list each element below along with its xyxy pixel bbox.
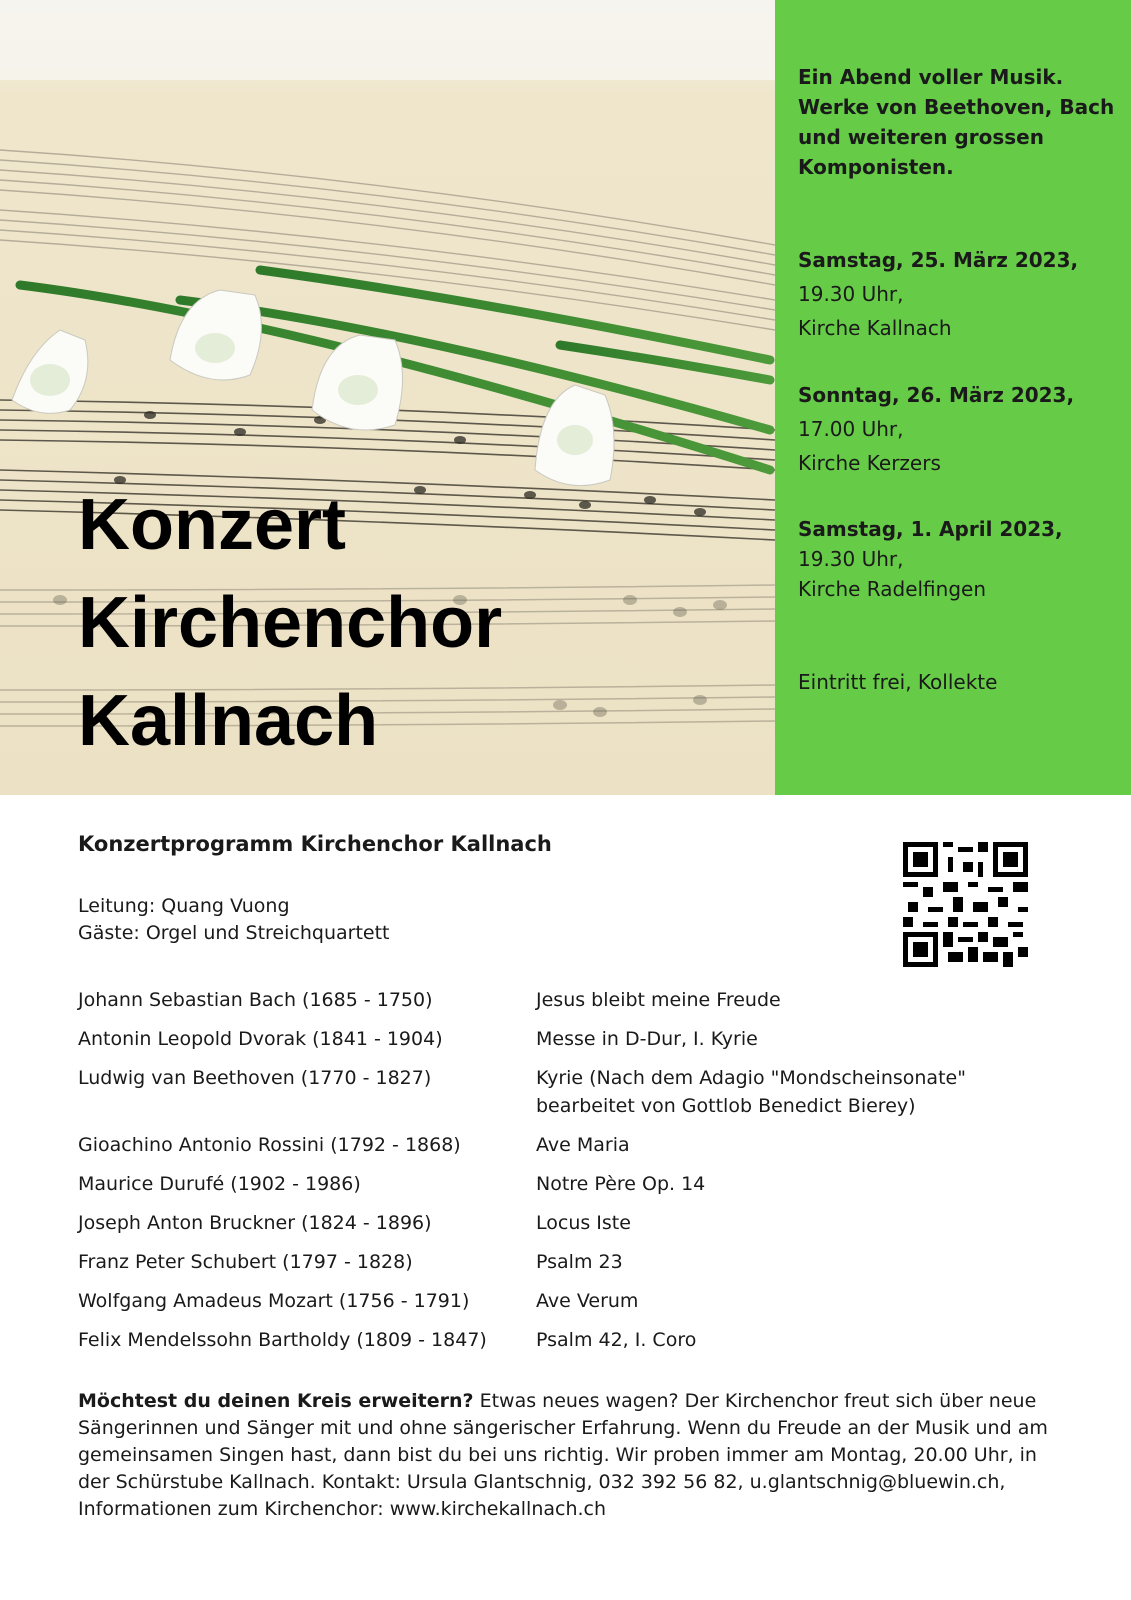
program-list (78, 986, 1038, 1365)
work: Messe in D-Dur, I. Kyrie (536, 1028, 758, 1050)
event-day: Samstag, 25. März 2023, (798, 248, 1079, 272)
composer: Ludwig van Beethoven (1770 - 1827) (78, 1067, 432, 1089)
tagline: Ein Abend voller Musik. Werke von Beethoven, Bach und weiteren grossen Komponisten. (798, 65, 1115, 179)
event-time: 17.00 Uhr, (798, 417, 904, 441)
qr-code-icon[interactable] (903, 842, 1028, 967)
recruitment-body: Etwas neues wagen? Der Kirchenchor freut sich über neue Sängerinnen und Sänger mit und ohne sängerischer Erfahrung. Wenn du Freude an der Musik und am gemeinsamen Singen hast, dann bist du bei uns richtig. Wir proben immer am Montag, 20.00 Uhr, in der Schürstube Kallnach. Kontakt: Ursula Glantschnig, 032 392 56 82, u.glantschnig@bluewin.ch, Informationen zum Kirchenchor: www.kirchekallnach.ch (78, 1390, 1048, 1520)
work: Psalm 23 (536, 1251, 623, 1273)
event-2 (798, 378, 1128, 480)
composer: Felix Mendelssohn Bartholdy (1809 - 1847) (78, 1329, 487, 1351)
hero-title-line: Kirchenchor (78, 583, 503, 663)
leitung: Leitung: Quang Vuong (78, 895, 290, 917)
entry-info: Eintritt frei, Kollekte (798, 670, 998, 694)
work: Jesus bleibt meine Freude (536, 989, 781, 1011)
recruitment-text (78, 1388, 1058, 1523)
program-title: Konzertprogramm Kirchenchor Kallnach (78, 832, 552, 856)
work: Locus Iste (536, 1212, 631, 1234)
program-row (78, 1025, 1038, 1053)
program-row (78, 1326, 1038, 1354)
hero-title-line: Konzert (78, 485, 346, 565)
hero-title (78, 476, 502, 770)
program-row (78, 1064, 1038, 1120)
event-1 (798, 243, 1128, 345)
composer: Wolfgang Amadeus Mozart (1756 - 1791) (78, 1290, 470, 1312)
event-info-panel (775, 0, 1131, 795)
program-row (78, 1209, 1038, 1237)
event-day: Sonntag, 26. März 2023, (798, 383, 1075, 407)
work: Notre Père Op. 14 (536, 1173, 706, 1195)
composer: Franz Peter Schubert (1797 - 1828) (78, 1251, 413, 1273)
composer: Antonin Leopold Dvorak (1841 - 1904) (78, 1028, 443, 1050)
event-place: Kirche Radelfingen (798, 577, 987, 601)
program-row (78, 1248, 1038, 1276)
work: Kyrie (Nach dem Adagio "Mondscheinsonate" bearbeitet von Gottlob Benedict Bierey) (536, 1067, 966, 1117)
composer: Maurice Durufé (1902 - 1986) (78, 1173, 361, 1195)
work: Ave Verum (536, 1290, 639, 1312)
composer: Joseph Anton Bruckner (1824 - 1896) (78, 1212, 432, 1234)
event-place: Kirche Kerzers (798, 451, 941, 475)
composer: Gioachino Antonio Rossini (1792 - 1868) (78, 1134, 461, 1156)
program-row (78, 1170, 1038, 1198)
program-row (78, 1131, 1038, 1159)
event-3 (798, 514, 1128, 604)
program-credits (78, 893, 390, 947)
event-time: 19.30 Uhr, (798, 547, 904, 571)
event-time: 19.30 Uhr, (798, 282, 904, 306)
gaeste: Gäste: Orgel und Streichquartett (78, 922, 390, 944)
hero-image (0, 0, 775, 795)
program-row (78, 1287, 1038, 1315)
work: Ave Maria (536, 1134, 630, 1156)
program-row (78, 986, 1038, 1014)
composer: Johann Sebastian Bach (1685 - 1750) (78, 989, 433, 1011)
work: Psalm 42, I. Coro (536, 1329, 697, 1351)
hero-title-line: Kallnach (78, 681, 379, 761)
recruitment-lead: Möchtest du deinen Kreis erweitern? (78, 1390, 474, 1412)
event-day: Samstag, 1. April 2023, (798, 517, 1063, 541)
event-place: Kirche Kallnach (798, 316, 952, 340)
